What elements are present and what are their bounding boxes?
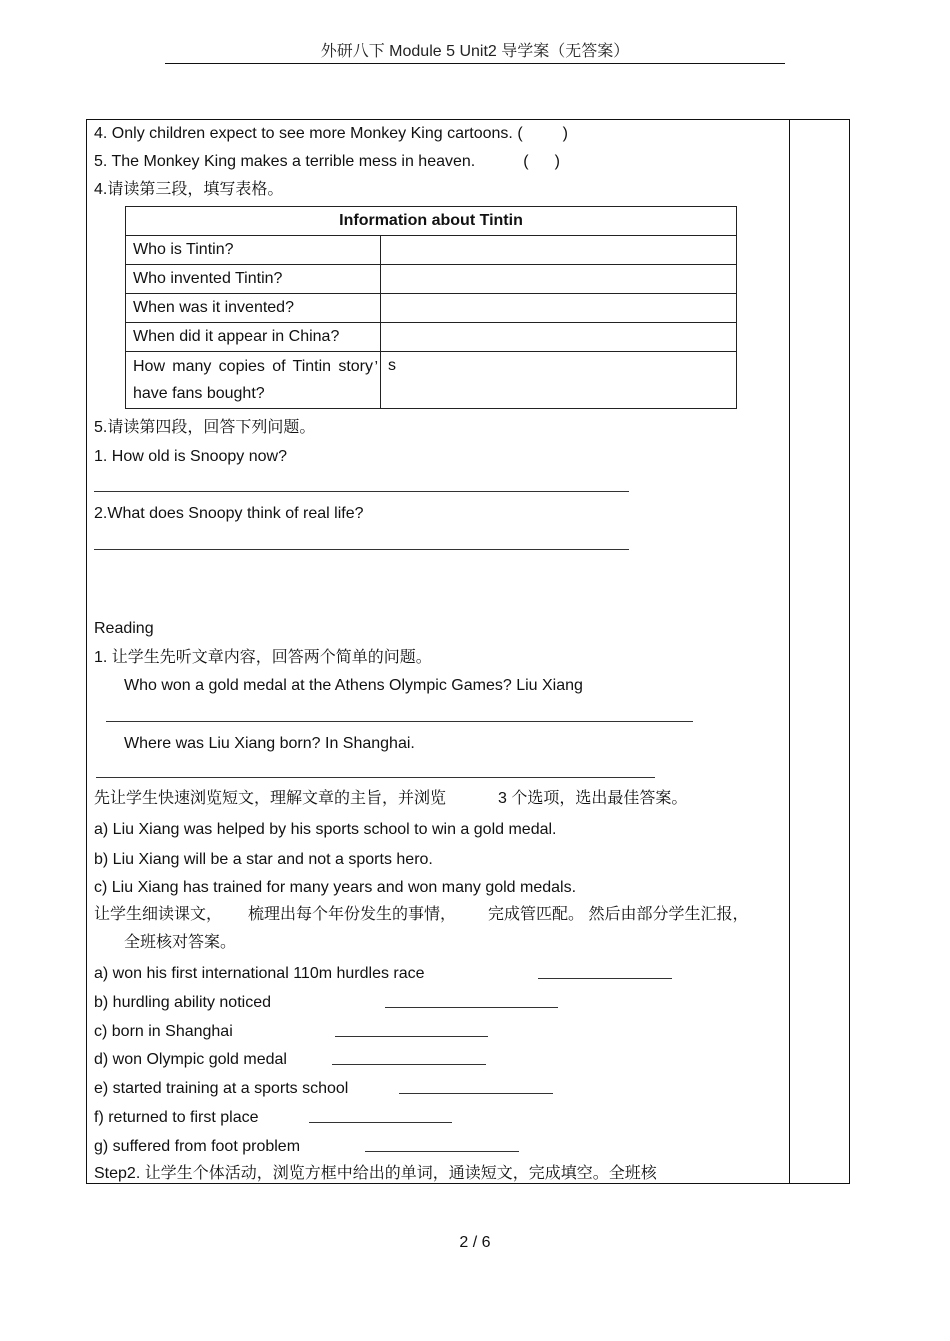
tf-item-5: 5. The Monkey King makes a terrible mess in heaven. ( ) — [94, 153, 560, 170]
table-answer-cell[interactable] — [381, 236, 737, 265]
option-b: b) Liu Xiang will be a star and not a sports hero. — [94, 851, 433, 868]
table-row — [126, 294, 737, 323]
tintin-info-table — [125, 206, 737, 409]
task5-instruction: 5.请读第四段，回答下列问题。 — [94, 419, 316, 436]
skim-instruction: 先让学生快速浏览短文，理解文章的主旨，并浏览 3 个选项，选出最佳答案。 — [94, 790, 688, 807]
event-d: d) won Olympic gold medal — [94, 1051, 287, 1068]
option-c: c) Liu Xiang has trained for many years and won many gold medals. — [94, 879, 577, 896]
page-number: 2 / 6 — [459, 1234, 491, 1251]
event-f: f) returned to first place — [94, 1109, 259, 1126]
table-question: How many copies of Tintin story have fans bought? ’ — [126, 352, 381, 409]
detail-instruction-line2: 全班核对答案。 — [124, 934, 237, 951]
table-question: Who is Tintin? — [126, 236, 381, 265]
option-a: a) Liu Xiang was helped by his sports school to win a gold medal. — [94, 821, 557, 838]
tf-item-4: 4. Only children expect to see more Monkey King cartoons. ( ) — [94, 125, 568, 142]
event-a: a) won his first international 110m hurdles race — [94, 965, 425, 982]
event-b: b) hurdling ability noticed — [94, 994, 271, 1011]
event-c-blank[interactable] — [335, 1036, 488, 1037]
qa-birthplace: Where was Liu Xiang born? In Shanghai. — [124, 735, 415, 752]
apostrophe-mark: ’ — [374, 359, 378, 376]
task4-instruction: 4.请读第三段，填写表格。 — [94, 181, 284, 198]
event-g-blank[interactable] — [365, 1151, 519, 1152]
question-snoopy-real-life: 2.What does Snoopy think of real life? — [94, 505, 364, 522]
table-question: When did it appear in China? — [126, 323, 381, 352]
event-d-blank[interactable] — [332, 1064, 486, 1065]
event-c: c) born in Shanghai — [94, 1023, 233, 1040]
event-b-blank[interactable] — [385, 1007, 558, 1008]
answer-line-4[interactable] — [96, 777, 655, 778]
table-row — [126, 265, 737, 294]
table-answer-cell[interactable]: s — [381, 352, 737, 409]
table-row — [126, 352, 737, 409]
header-rule — [165, 63, 785, 64]
table-title: Information about Tintin — [126, 207, 737, 236]
event-a-blank[interactable] — [538, 978, 672, 979]
table-question: When was it invented? — [126, 294, 381, 323]
table-row — [126, 323, 737, 352]
table-answer-cell[interactable] — [381, 323, 737, 352]
table-row — [126, 236, 737, 265]
event-e-blank[interactable] — [399, 1093, 553, 1094]
reading-step1: 1. 让学生先听文章内容，回答两个简单的问题。 — [94, 649, 432, 666]
table-answer-cell[interactable] — [381, 294, 737, 323]
answer-line-2[interactable] — [94, 549, 629, 550]
event-f-blank[interactable] — [309, 1122, 452, 1123]
reading-heading: Reading — [94, 620, 154, 637]
detail-instruction: 让学生细读课文， 梳理出每个年份发生的事情， 完成管匹配。 然后由部分学生汇报， — [94, 906, 749, 923]
step2-instruction: Step2. 让学生个体活动，浏览方框中给出的单词，通读短文，完成填空。全班核 — [94, 1165, 657, 1182]
margin-column-divider — [789, 119, 790, 1184]
answer-line-1[interactable] — [94, 491, 629, 492]
table-answer-cell[interactable] — [381, 265, 737, 294]
event-g: g) suffered from foot problem — [94, 1138, 301, 1155]
answer-line-3[interactable] — [106, 721, 693, 722]
table-question: Who invented Tintin? — [126, 265, 381, 294]
event-e: e) started training at a sports school — [94, 1080, 349, 1097]
page-header: 外研八下 Module 5 Unit2 导学案（无答案） — [320, 43, 630, 60]
question-snoopy-age: 1. How old is Snoopy now? — [94, 448, 287, 465]
qa-gold-medal: Who won a gold medal at the Athens Olympic Games? Liu Xiang — [124, 677, 583, 694]
